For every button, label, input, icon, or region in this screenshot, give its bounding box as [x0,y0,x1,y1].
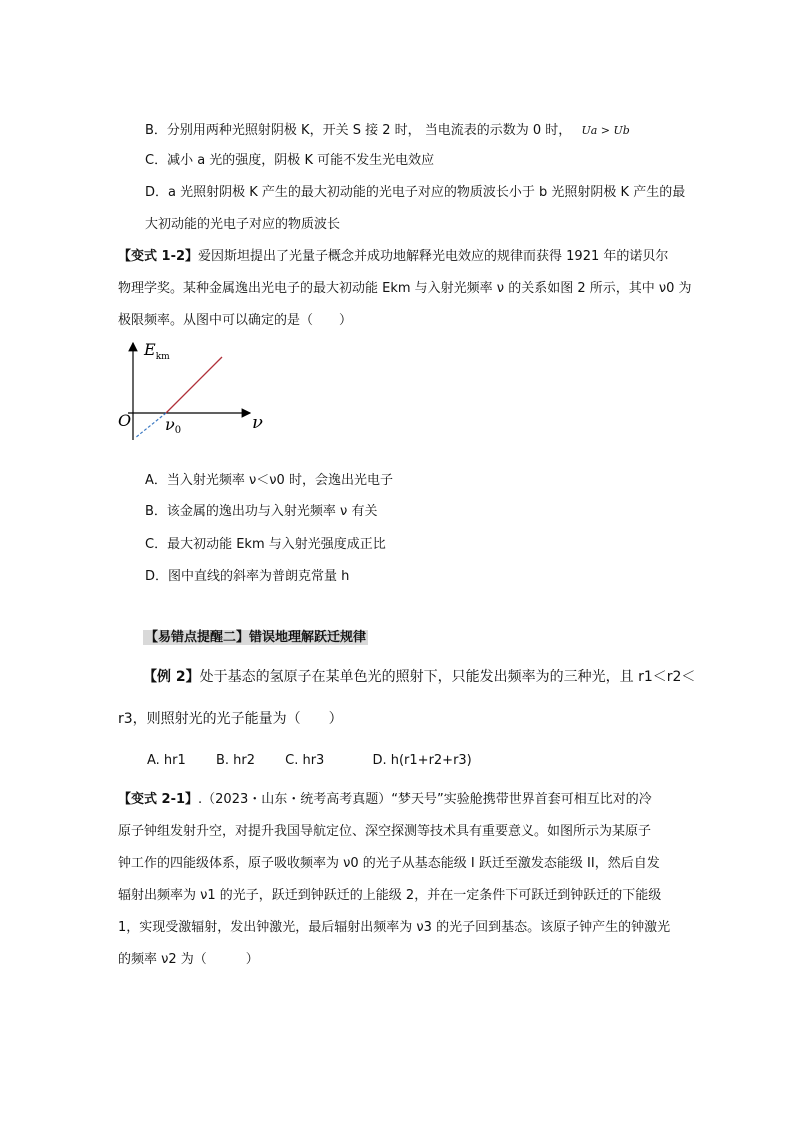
variant-2-1-line2: 原子钟组发射升空，对提升我国导航定位、深空探测等技术具有重要意义。如图所示为某原子 [118,824,652,839]
example-2-line2: r3，则照射光的光子能量为（ ） [118,711,343,727]
origin-label: O [118,411,132,430]
variant-2-1-line3: 钟工作的四能级体系，原子吸收频率为 ν0 的光子从基态能级 I 跃迁至激发态能级 II，然后自发 [118,856,660,871]
variant-1-2-line2: 物理学奖。某种金属逸出光电子的最大初动能 Ekm 与入射光频率 ν 的关系如图 2 所示，其中 ν0 为 [118,281,692,296]
nu0-label: ν0 [165,415,182,436]
ekm-frequency-graph [110,335,280,445]
variant-2-1-line5: 1，实现受激辐射，发出钟激光，最后辐射出频率为 ν3 的光子回到基态。该原子钟产生的钟激光 [118,920,671,935]
variant-1-2-line1: 【变式 1-2】爱因斯坦提出了光量子概念并成功地解释光电效应的规律而获得 1921 年的诺贝尔 [118,249,669,264]
variant-1-2-option-b: B．该金属的逸出功与入射光频率 ν 有关 [145,504,378,519]
formula-ua-ub: Ua > Ub [581,124,630,137]
option-d-cont: 大初动能的光电子对应的物质波长 [145,217,341,232]
variant-1-2-option-d: D．图中直线的斜率为普朗克常量 h [145,569,350,584]
variant-2-1-tag: 【变式 2-1】 [118,792,199,807]
variant-2-1-line6: 的频率 ν2 为（ ） [118,952,259,967]
variant-1-2-line3: 极限频率。从图中可以确定的是（ ） [118,313,353,328]
variant-1-2-tag: 【变式 1-2】 [118,249,199,264]
example-2-options [147,752,498,770]
ekm-line [166,357,222,413]
variant-2-1-line1: 【变式 2-1】.（2023・山东・统考高考真题）“梦天号”实验舱携带世界首套可相互比对的冷 [118,792,652,807]
extrapolated-dashed-line [135,413,166,438]
option-b: B．分别用两种光照射阴极 K，开关 S 接 2 时， 当电流表的示数为 0 时， Ua > Ub [145,123,630,138]
variant-1-2-option-c: C．最大初动能 Ekm 与入射光强度成正比 [145,537,386,552]
example-2-option-d: D. h(r1+r2+r3) [372,753,472,768]
example-2-line1: 【例 2】处于基态的氢原子在某单色光的照射下，只能发出频率为的三种光，且 r1＜r2＜ [143,669,696,685]
example-2-option-c: C. hr3 [285,753,325,768]
y-axis-label: $E_{km}$ [144,340,170,362]
tip-2-heading: 【易错点提醒二】错误地理解跃迁规律 [145,630,367,645]
example-2-tag: 【例 2】 [143,669,200,685]
example-2-option-a: A. hr1 [147,753,186,768]
variant-1-2-option-a: A．当入射光频率 ν＜ν0 时，会逸出光电子 [145,473,393,488]
variant-2-1-line4: 辐射出频率为 ν1 的光子，跃迁到钟跃迁的上能级 2，并在一定条件下可跃迁到钟跃迁的下能级 [118,888,662,903]
x-axis-label: ν [252,412,263,433]
option-d: D．a 光照射阴极 K 产生的最大初动能的光电子对应的物质波长小于 b 光照射阴极 K 产生的最 [145,185,686,200]
example-2-option-b: B. hr2 [215,753,255,768]
option-c: C．减小 a 光的强度，阴极 K 可能不发生光电效应 [145,153,435,168]
